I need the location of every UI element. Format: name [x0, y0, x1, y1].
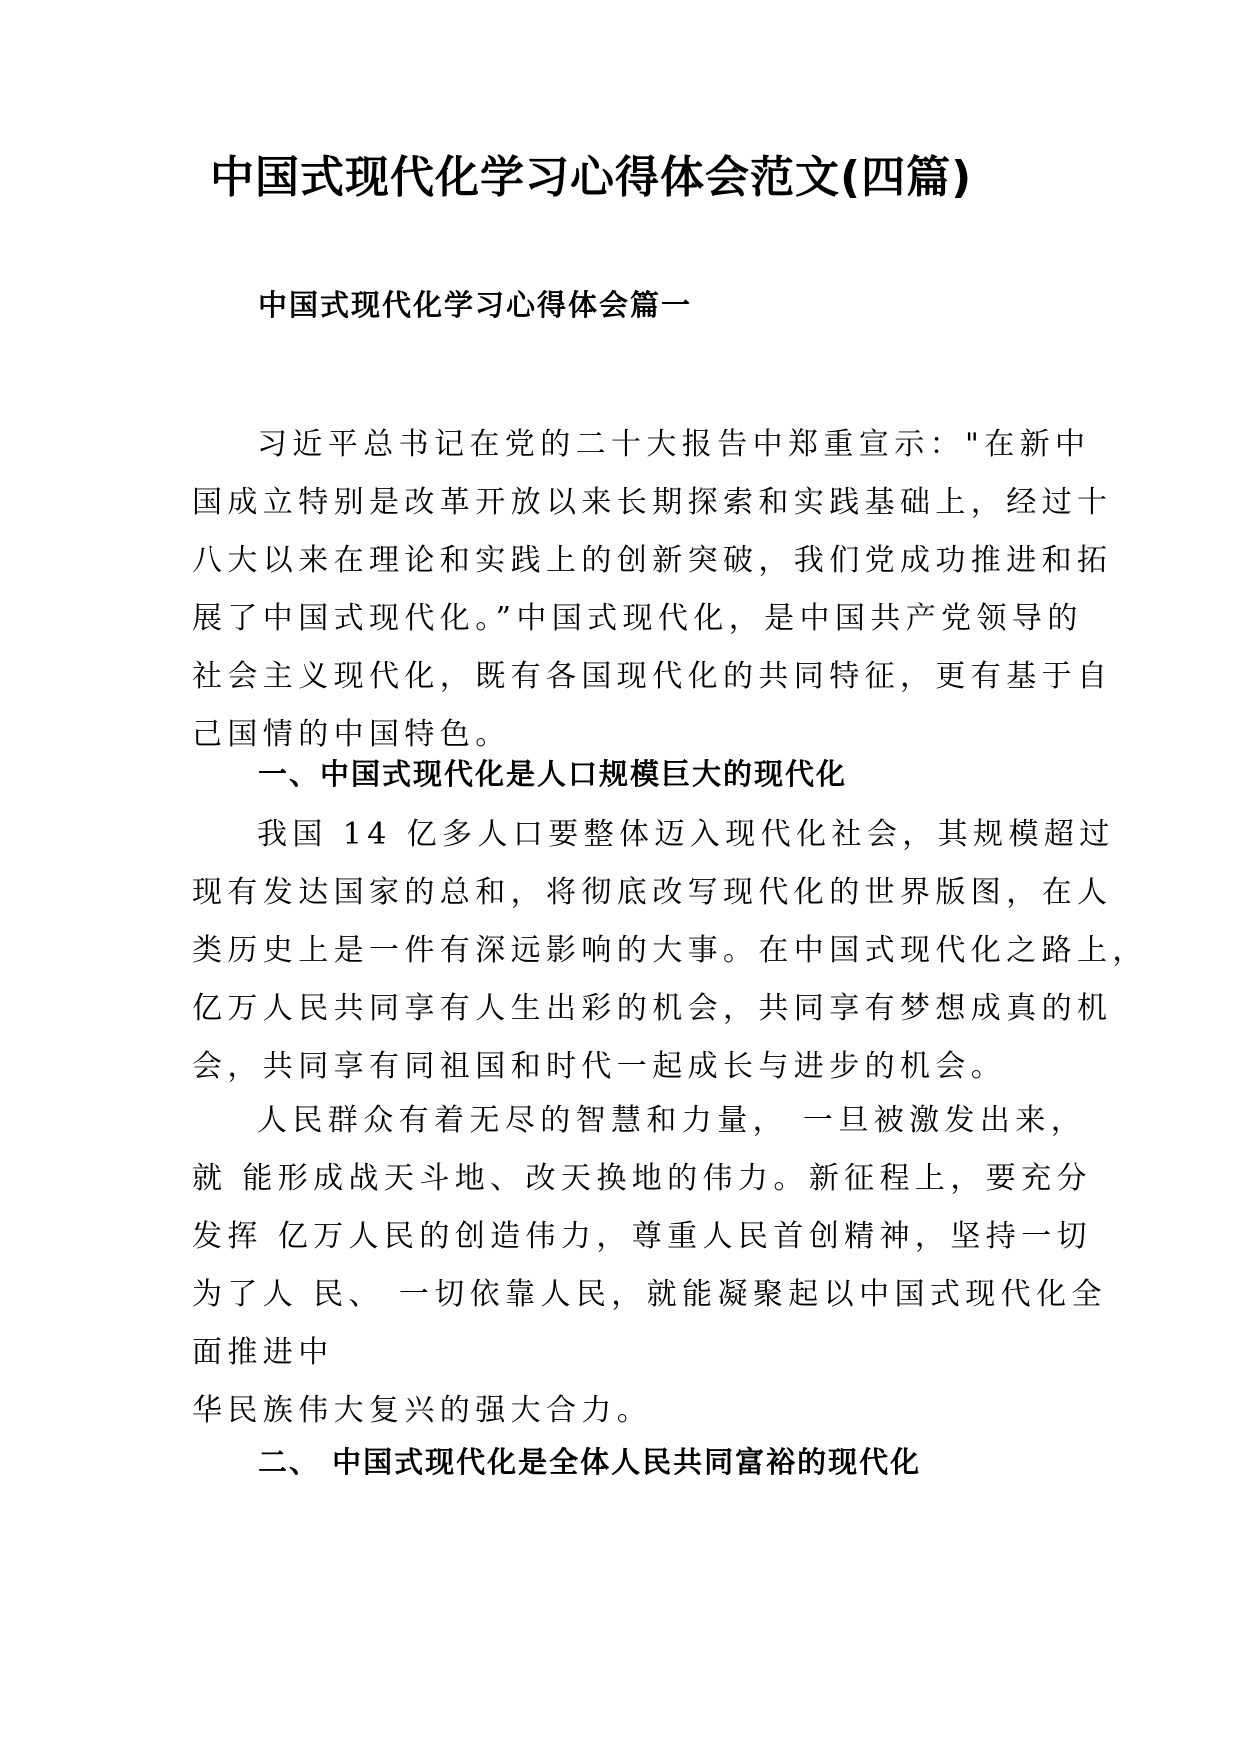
paragraph-line: 就 能形成战天斗地、改天换地的伟力。新征程上，要充分 — [192, 1161, 1092, 1196]
paragraph-line: 为了人 民、 一切依靠人民，就能凝聚起以中国式现代化全 — [192, 1277, 1107, 1312]
paragraph-line: 华民族伟大复兴的强大合力。 — [192, 1393, 653, 1428]
paragraph-line: 己国情的中国特色。 — [192, 717, 511, 752]
heading-two: 二、 中国式现代化是全体人民共同富裕的现代化 — [258, 1445, 922, 1479]
paragraph-people-power — [192, 1092, 1107, 1440]
document-title: 中国式现代化学习心得体会范文(四篇) — [210, 152, 973, 203]
paragraph-line: 国成立特别是改革开放以来长期探索和实践基础上，经过十 — [192, 485, 1113, 520]
paragraph-population — [192, 806, 1148, 1096]
paragraph-line: 人民群众有着无尽的智慧和力量， 一旦被激发出来， — [257, 1103, 1087, 1138]
paragraph-line: 发挥 亿万人民的创造伟力，尊重人民首创精神，坚持一切 — [192, 1219, 1092, 1254]
paragraph-line: 展了中国式现代化。”中国式现代化，是中国共产党领导的 — [192, 601, 1083, 636]
section-title: 中国式现代化学习心得体会篇一 — [258, 288, 693, 322]
intro-paragraph — [192, 416, 1113, 764]
paragraph-line: 现有发达国家的总和，将彻底改写现代化的世界版图，在人 — [192, 875, 1113, 910]
paragraph-line: 面推进中 — [192, 1335, 334, 1370]
paragraph-line: 亿万人民共同享有人生出彩的机会，共同享有梦想成真的机 — [192, 991, 1113, 1026]
paragraph-line: 八大以来在理论和实践上的创新突破，我们党成功推进和拓 — [192, 543, 1113, 578]
heading-one: 一、中国式现代化是人口规模巨大的现代化 — [258, 757, 848, 791]
paragraph-line: 社会主义现代化，既有各国现代化的共同特征，更有基于自 — [192, 659, 1113, 694]
paragraph-line: 会，共同享有同祖国和时代一起成长与进步的机会。 — [192, 1049, 1007, 1084]
paragraph-line: 习近平总书记在党的二十大报告中郑重宣示："在新中 — [257, 427, 1091, 462]
paragraph-line: 我国 14 亿多人口要整体迈入现代化社会，其规模超过 — [257, 817, 1115, 852]
paragraph-line: 类历史上是一件有深远影响的大事。在中国式现代化之路上， — [192, 933, 1148, 968]
